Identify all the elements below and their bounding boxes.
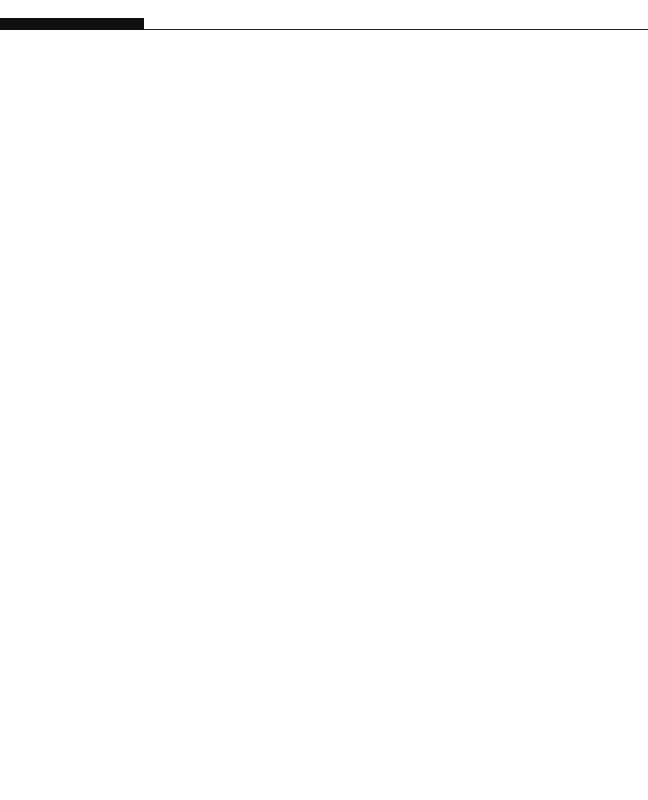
- dig-output: [163, 94, 593, 318]
- blank-line: [163, 239, 593, 252]
- header-rule: [144, 29, 648, 30]
- header-bar: [0, 18, 144, 30]
- running-header: [103, 36, 121, 51]
- blank-line: [163, 147, 593, 160]
